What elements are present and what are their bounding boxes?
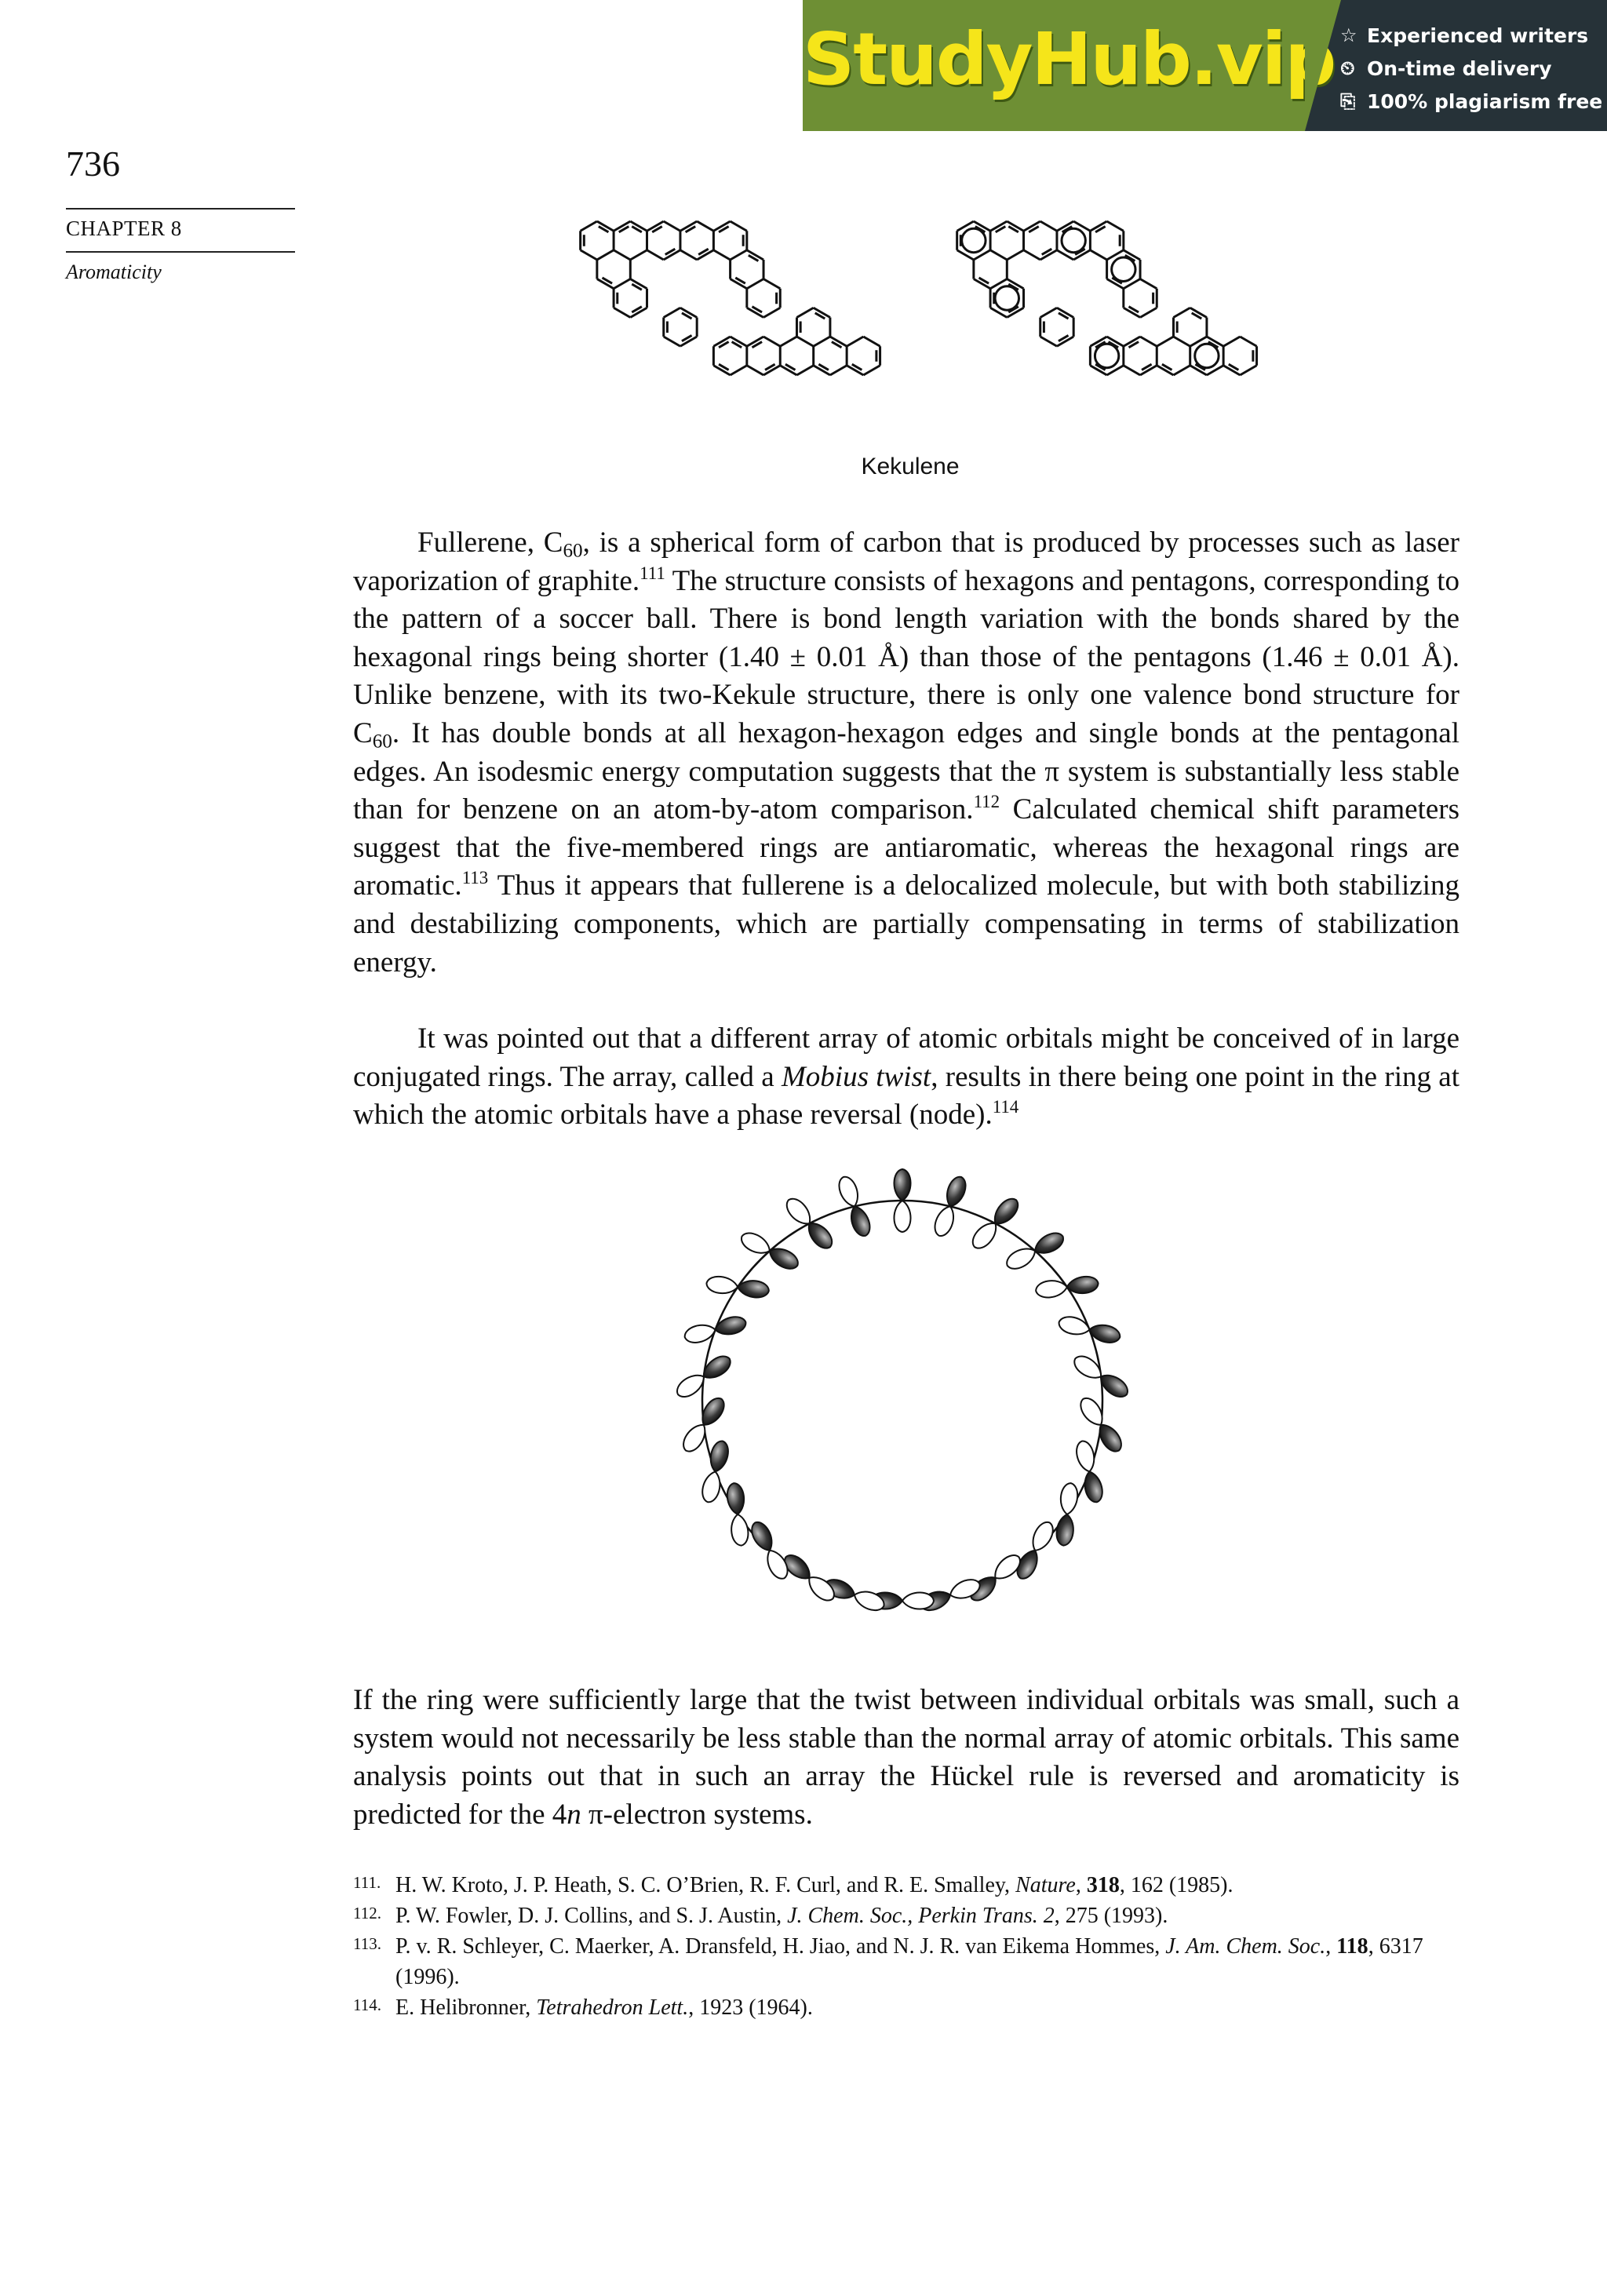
bond-line <box>763 279 780 289</box>
open-lobe <box>700 1470 723 1504</box>
open-lobe <box>738 1229 774 1258</box>
bond-line <box>1173 366 1190 375</box>
star-icon: ☆ <box>1340 24 1357 46</box>
feature-label: On-time delivery <box>1367 56 1552 80</box>
bond-line <box>1140 337 1157 346</box>
bond-line <box>664 221 680 231</box>
p-orbital <box>673 1352 734 1401</box>
open-lobe <box>836 1174 862 1209</box>
reference-number: 112. <box>353 1904 381 1922</box>
shaded-lobe <box>766 1244 801 1273</box>
bond-line <box>1173 337 1190 346</box>
bond-line <box>581 221 597 231</box>
p-orbital <box>781 1551 839 1605</box>
feature-item <box>1340 52 1602 85</box>
shaded-lobe <box>894 1169 910 1201</box>
open-lobe <box>1057 1314 1091 1338</box>
p-orbital <box>1004 1229 1067 1273</box>
p-orbital <box>1035 1275 1099 1299</box>
bond-line <box>647 250 664 260</box>
p-orbital <box>726 1482 750 1547</box>
bond-line <box>747 366 763 375</box>
kekulene-kekule-structure <box>581 221 880 375</box>
p-orbital <box>1057 1314 1122 1346</box>
shaded-lobe <box>726 1482 746 1515</box>
header-rule <box>66 208 295 210</box>
bond-line <box>1124 366 1140 375</box>
feature-list <box>1340 19 1602 118</box>
open-lobe <box>851 1587 887 1614</box>
open-lobe <box>1028 1519 1057 1554</box>
bond-line <box>713 250 730 260</box>
bond-line <box>731 250 747 260</box>
bond-line <box>1223 337 1240 346</box>
aromatic-sextet-circle <box>1112 257 1135 281</box>
open-lobe <box>1059 1482 1079 1515</box>
bond-line <box>796 308 813 317</box>
bond-line <box>780 337 796 346</box>
reference-text: P. v. R. Schleyer, C. Maerker, A. Dransfeld, H. Jiao, and N. J. R. van Eikema Hommes, J. Am. Chem. Soc., 118, 6317 (1996). <box>395 1934 1423 1989</box>
bond-line <box>630 250 647 260</box>
bond-line <box>664 308 680 317</box>
bond-line <box>763 308 780 317</box>
p-orbital <box>1070 1352 1131 1401</box>
paragraph-mobius: It was pointed out that a different array of atomic orbitals might be conceived of in large conjugated rings. The array, called a Mobius twist, results in there being one point in the ring at which the atomic orbitals have a phase reversal (node).$^{114}$ <box>353 1022 1460 1132</box>
p-orbital <box>1055 1482 1080 1547</box>
paragraph-huckel: If the ring were sufficiently large that the twist between individual orbitals was small, such a system would not necessarily be less stable than the normal array of atomic orbitals. This same analysis points out that in such an array the Hückel rule is reversed and aromaticity is predicted for the 4n π-electron systems. <box>353 1684 1459 1831</box>
bond-line <box>1240 337 1256 346</box>
bond-line <box>1040 337 1057 346</box>
kekulene-clar-structure <box>957 221 1257 375</box>
mobius-orbital-diagram <box>659 1161 1146 1632</box>
bond-line <box>664 337 680 346</box>
reference-text: E. Helibronner, Tetrahedron Lett., 1923 (1964). <box>395 1995 813 2020</box>
p-orbital <box>931 1174 969 1238</box>
bond-line <box>796 337 813 346</box>
bond-line <box>1040 221 1057 231</box>
reference-text: H. W. Kroto, J. P. Heath, S. C. O’Brien, R. F. Curl, and R. E. Smalley, Nature, 318, 162 (1985). <box>395 1873 1233 1897</box>
open-lobe <box>894 1201 910 1232</box>
p-orbital <box>738 1229 802 1273</box>
bond-line <box>614 250 630 260</box>
bond-line <box>597 250 614 260</box>
feature-item <box>1340 85 1602 118</box>
bond-line <box>731 366 747 375</box>
bond-line <box>614 308 630 317</box>
feature-item <box>1340 19 1602 52</box>
reference-item <box>353 1870 1459 1901</box>
reference-item <box>353 1901 1459 1931</box>
shaded-lobe <box>1081 1470 1105 1504</box>
reference-item <box>353 1931 1459 1992</box>
reference-item <box>353 1992 1459 2023</box>
p-orbital <box>968 1194 1022 1252</box>
shaded-lobe <box>1031 1229 1066 1258</box>
bond-line <box>1040 308 1057 317</box>
feature-label: Experienced writers <box>1367 24 1589 47</box>
bond-line <box>863 366 880 375</box>
bond-line <box>697 221 713 231</box>
bond-line <box>614 279 630 289</box>
open-lobe <box>1004 1244 1039 1273</box>
p-orbital <box>748 1519 792 1583</box>
paragraph-fullerene: Fullerene, $C_{60}$, is a spherical form of carbon that is produced by processes such as laser vaporization of graphite.$^{111}$ The structure consists of hexagons and pentagons, corresponding to the pattern of a soccer ball. There is bond length variation with the bonds shared by the hexagonal rings being shorter (1.40 ± 0.01 Å) than those of the pentagons (1.46 ± 0.01 Å). Unlike benzene, with its two-Kekule structure, there is only one valence bond structure for $C_{60}$. It has double bonds at all hexagon-hexagon edges and single bonds at the pentagonal edges. An isodesmic energy computation suggests that the π system is substantially less stable than for benzene on an atom-by-atom comparison.$^{112}$ Calculated chemical shift parameters suggest that the five-membered rings are antiaromatic, whereas the hexagonal rings are aromatic.$^{113}$ Thus it appears that fullerene is a delocalized molecule, but with both stabilizing and destabilizing components, which are partially compensating in terms of stabilization energy. <box>353 527 1460 979</box>
open-lobe <box>902 1592 934 1609</box>
shaded-lobe <box>748 1519 777 1554</box>
bond-line <box>747 279 763 289</box>
bond-line <box>1240 366 1256 375</box>
bond-line <box>1007 250 1023 260</box>
bond-line <box>1107 221 1124 231</box>
brand-logo[interactable]: StudyHub.vip <box>803 17 1336 101</box>
reference-text: P. W. Fowler, D. J. Collins, and S. J. Austin, J. Chem. Soc., Perkin Trans. 2, 275 (1993). <box>395 1904 1168 1928</box>
bond-line <box>680 250 697 260</box>
bond-line <box>1024 250 1040 260</box>
shaded-lobe <box>847 1204 873 1239</box>
p-orbital <box>1013 1519 1057 1583</box>
brand-panel <box>803 0 1336 131</box>
chapter-label: CHAPTER 8 <box>66 217 182 240</box>
open-lobe <box>730 1514 750 1547</box>
p-orbital <box>782 1194 836 1252</box>
bond-line <box>1173 308 1190 317</box>
shaded-lobe <box>707 1439 731 1474</box>
bond-line <box>1140 308 1157 317</box>
p-orbital <box>705 1275 770 1299</box>
bond-line <box>847 337 863 346</box>
bond-line <box>763 337 780 346</box>
shaded-lobe <box>713 1314 748 1338</box>
clock-icon: ⏲ <box>1340 57 1355 79</box>
reference-number: 113. <box>353 1934 381 1953</box>
bond-line <box>581 250 597 260</box>
p-orbital <box>967 1551 1025 1605</box>
reference-list <box>353 1870 1459 2023</box>
p-orbital <box>836 1174 873 1238</box>
bond-line <box>814 337 830 346</box>
shaded-lobe <box>1055 1514 1076 1547</box>
aromatic-sextet-circle <box>962 228 986 252</box>
ad-banner[interactable] <box>803 0 1607 131</box>
bond-line <box>830 366 847 375</box>
orbital-lobes <box>673 1169 1131 1614</box>
bond-line <box>1140 279 1157 289</box>
aromatic-sextet-circle <box>1195 344 1219 367</box>
open-lobe <box>1074 1439 1098 1474</box>
open-lobe <box>931 1204 958 1239</box>
kekulene-structures <box>518 141 1287 455</box>
p-orbital <box>683 1314 748 1346</box>
bond-line <box>731 221 747 231</box>
aromatic-sextet-circle <box>995 286 1018 310</box>
header-rule <box>66 251 295 253</box>
shaded-lobe <box>942 1174 969 1209</box>
copy-icon: ⎘ <box>1340 90 1356 112</box>
bond-line <box>1157 337 1173 346</box>
bond-line <box>796 366 813 375</box>
bond-line <box>1090 250 1106 260</box>
bond-line <box>863 337 880 346</box>
aromatic-sextet-circle <box>1095 344 1118 367</box>
section-label: Aromaticity <box>66 261 162 283</box>
reference-number: 114. <box>353 1995 381 2014</box>
reference-number: 111. <box>353 1873 381 1892</box>
feature-label: 100% plagiarism free <box>1367 89 1603 113</box>
bond-line <box>990 250 1007 260</box>
figure-caption: Kekulene <box>861 454 960 479</box>
page-number: 736 <box>66 144 120 184</box>
aromatic-sextet-circle <box>1062 228 1085 252</box>
